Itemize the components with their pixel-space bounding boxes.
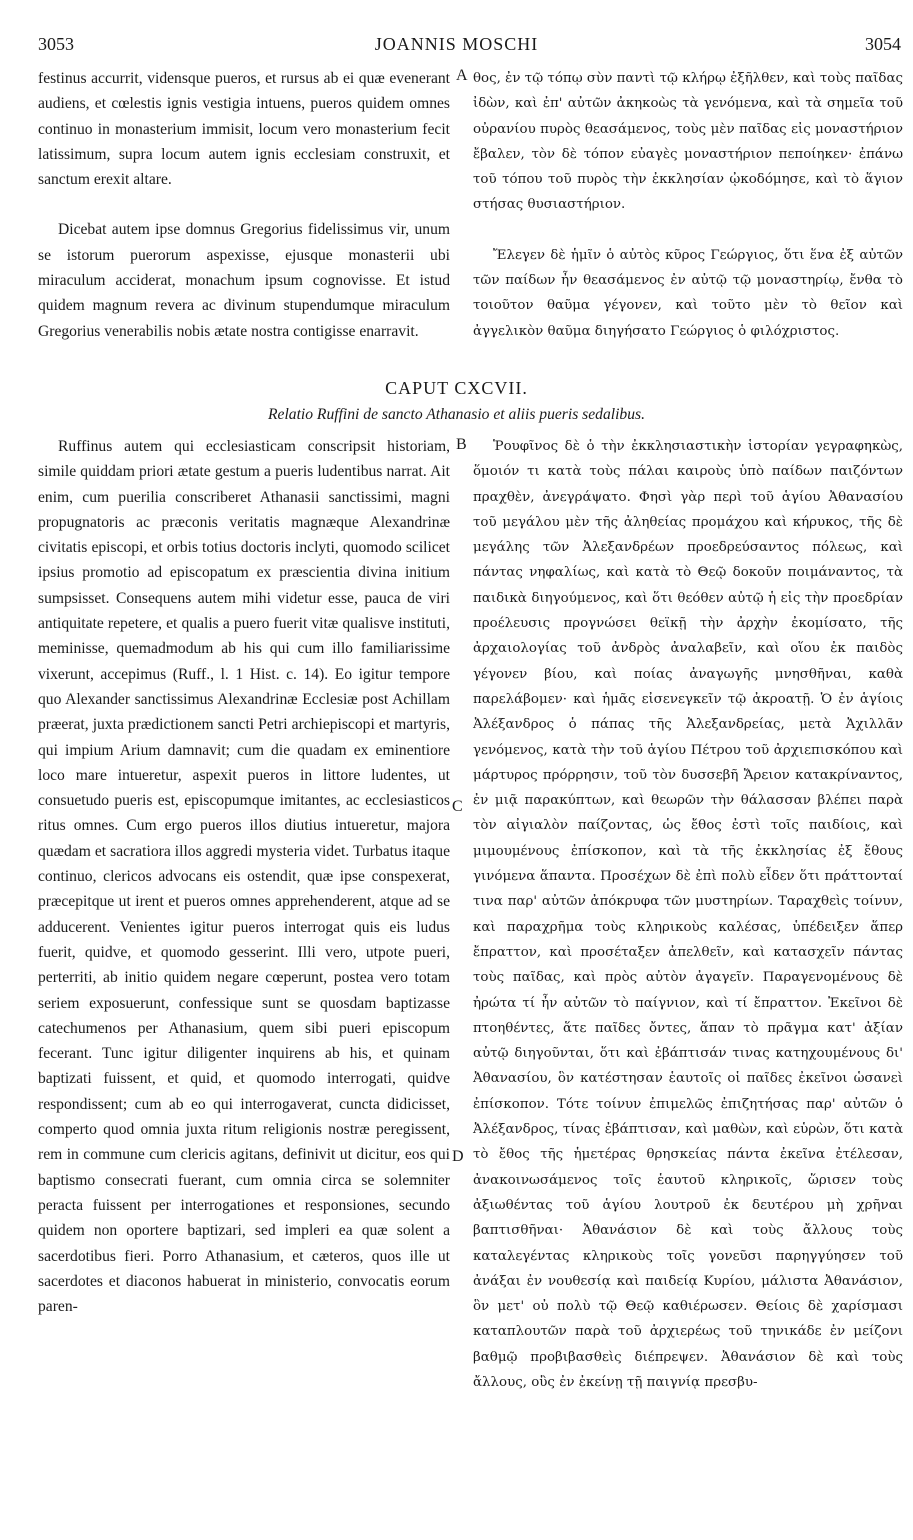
greek-column-bottom — [473, 434, 903, 1395]
chapter-title: CAPUT CXCVII. — [385, 378, 528, 398]
greek-paragraph: Ἔλεγεν δὲ ἡμῖν ὁ αὐτὸς κῦρος Γεώργιος, ὅτι ἕνα ἐξ αὐτῶν τῶν παίδων ἦν θεασάμενος ἐν αὐτῷ τῷ μοναστηρίῳ, ἔνθα τὸ τοιοῦτον θαῦμα γέγονεν, καὶ τοῦτο μὲν τὸ θεῖον καὶ ἀγγελικὸν θαῦμα διηγήσατο Γεώργιος ὁ φιλόχριστος. — [473, 247, 903, 339]
page-header — [0, 34, 913, 58]
page-number-left: 3053 — [38, 34, 74, 54]
greek-paragraph: Ῥουφῖνος δὲ ὁ τὴν ἐκκλησιαστικὴν ἱστορίαν γεγραφηκὼς, ὅμοιόν τι κατὰ τοὺς πάλαι καιροὺς ὑπὸ παίδων παιζόντων πραχθὲν, ἀνεγράψατο. Φησὶ γὰρ περὶ τοῦ ἁγίου Ἀθανασίου τοῦ μεγάλου μὲν τῆς ἀληθείας προμάχου καὶ κήρυκος, τῆς δὲ μεγάλης τῶν Ἀλεξανδρέων προεδρεύσαντος πόλεως, καὶ πάντας νηφαλίως, καὶ κατὰ τὸ Θεῷ δοκοῦν ποιμάναντος, τὰ παιδικὰ διηγούμενος, καὶ ὅτι θεόθεν αὐτῷ ἡ εἰς τὴν προεδρίαν προέλευσις προγνώσει θεϊκῇ τὴν ἀρχὴν ἐκομίσατο, τῆς ἀρχαιολογίας τοῦ ἀνδρὸς ἀναλαβεῖν, καὶ οἵου ἐκ παιδὸς γέγονεν βίου, καὶ ποίας ἀναγωγῆς μνησθῆναι, καθὰ παρελάβομεν· καὶ ἡμᾶς εἰσενεγκεῖν τῷ ἀκροατῇ. Ὁ ἐν ἁγίοις Ἀλέξανδρος ὁ πάπας τῆς Ἀλεξανδρείας, μετὰ Ἀχιλλᾶν γενόμενος, κατὰ τὴν τοῦ ἁγίου Πέτρου τοῦ ἀρχιεπισκόπου καὶ μάρτυρος πρόρρησιν, τοῦ τὸν δυσσεβῆ Ἄρειον κατακρίναντος, ἐν μιᾷ παρακύπτων, καὶ θεωρῶν τὴν θάλασσαν βλέπει παρὰ τὸν αἰγιαλὸν παίζοντας, ὡς ἔθος ἐστὶ τοῖς παιδίοις, καὶ μιμουμένους ἐπίσκοπον, καὶ τὰ τῆς ἐκκλησίας ἐξ ἔθους γινόμενα ἅπαντα. Προσέχων δὲ ἐπὶ πολὺ εἶδεν ὅτι πράττονταί τινα παρ' αὐτῶν ἀπόκρυφα τῶν μυστηρίων. Ταραχθεὶς τοίνυν, καὶ παραχρῆμα τοὺς κληρικοὺς καλέσας, ὑπέδειξεν ἅπερ ἔπραττον, καὶ προσέταξεν ἀπελθεῖν, καὶ κατασχεῖν πάντας τοὺς παῖδας, καὶ πρὸς αὐτὸν ἀγαγεῖν. Παραγενομένους δὲ ἠρώτα τί ἦν αὐτῶν τὸ παίγνιον, καὶ τί ἔπραττον. Ἐκεῖνοι δὲ πτοηθέντες, ἅτε παῖδες ὄντες, ἅπαν τὸ πρᾶγμα κατ' ἀξίαν αὐτῷ διηγοῦνται, ὅτι καὶ ἐβάπτισάν τινας κατηχουμένους δι' Ἀθανασίου, ὃν κατέστησαν ἑαυτοῖς οἱ παῖδες ἐκεῖνοι ὡσανεὶ ἐπίσκοπον. Τότε τοίνυν ἐπιμελῶς ἐπιζητήσας παρ' αὐτῶν ὁ Ἀλέξανδρος, τίνας ἐβάπτισαν, καὶ μαθὼν, καὶ εὑρὼν, ὅτι κατὰ τὸ ἔθος τῆς ἡμετέρας θρησκείας πάντα ἐκεῖνα ἐτέλεσαν, ἀνακοινωσάμενος τοῖς ἑαυτοῦ κληρικοῖς, ὥρισεν τοὺς ἀξιωθέντας τοῦ ἁγίου λουτροῦ ἐκ δευτέρου μὴ χρῆναι βαπτισθῆναι· Ἀθανάσιον δὲ καὶ τοὺς ἄλλους τοὺς καταλεγέντας κληρικοὺς τοῖς γονεῦσι παρηγγύησεν τοῦ ἀνάξαι ἐν νουθεσίᾳ καὶ παιδείᾳ Κυρίου, μάλιστα Ἀθανάσιον, ὃν μετ' οὐ πολὺ τῷ Θεῷ καθιέρωσεν. Θείοις δὲ χαρίσμασι καταπλουτῶν παρὰ τοῦ ἀρχιερέως τοῦ τηνικάδε ἐν μείζονι βαθμῷ προβιβασθεὶς διέπρεψεν. Ἀθανάσιον δὲ καὶ τοὺς ἄλλους, οὓς ἐν ἐκείνῃ τῇ παιγνίᾳ πρεσβυ- — [473, 439, 903, 1390]
latin-paragraph: Ruffinus autem qui ecclesiasticam conscripsit historiam, simile quiddam priori ætate gestum a pueris ludentibus narrat. Ait enim, cum puerilia conscriberet Athanasii sanctissimi, magni propugnatoris ac præconis veritatis magnæque Alexandrinæ civitatis episcopi, et orbis totius doctoris inclyti, quomodo scilicet ipsius promotio ad episcopatum ex præscientia divina initium sumpsisset. Consequens autem mihi videtur esse, pauca de viri antiquitate repetere, et qualis a puero fuerit vitæ qualisve instituti, meminisse, quemadmodum ab his qui cum illo familiarissime vixerunt, accepimus (Ruff., l. 1 Hist. c. 14). Eo igitur tempore quo Alexander sanctissimus Alexandrinæ Ecclesiæ post Achillam præerat, juxta prædictionem sancti Petri archiepiscopi et martyris, qui impium Arium damnavit; cum die quadam ex eminentiore loco mare intueretur, aspexit pueros in littore ludentes, ut consuetudo pueris est, episcopumque imitantes, ac ecclesiasticos ritus omnes. Cum ergo pueros illos diutius intueretur, majora quædam et sacratiora illos aggredi mysteria videt. Turbatus itaque continuo, clericos advocans eis ostendit, quæ ipse conspexerat, præcepitque ut irent et pueros omnes apprehenderent, atque ad se adducerent. Venientes igitur pueros interrogat quis eis ludus fuerit, quidve, et quomodo gesserint. Illi vero, utpote pueri, perterriti, ab initio quidem negare cœperunt, postea vero totam seriem exposuerunt, confessique sunt se quosdam baptizasse catechumenos per Athanasium, quem sibi pueri episcopum fecerant. Tunc igitur diligenter inquirens ab his, et quinam baptizati fuissent, et quid, et quomodo interrogati, quidve respondissent; cum ab eo qui interrogaverat, cuncta didicisset, comperto quod omnia juxta ritum religionis nostræ peregissent, rem in commune cum clericis agitans, definivit ut dicitur, eos qui baptismo consecrati fuerant, cum omnia circa se solemniter peracta fuissent per interrogationes et responsiones, secundo quidem non oportere baptizari, sed impleri ea quæ solent a sacerdotibus fieri. Porro Athanasium, et cæteros, quos ille ut sacerdotes et diaconos habuerat in ministerio, convocatis eorum paren- — [38, 438, 450, 1316]
chapter-subtitle: Relatio Ruffini de sancto Athanasio et aliis pueris sedalibus. — [268, 406, 645, 423]
latin-paragraph: festinus accurrit, vidensque pueros, et rursus ab ei quæ evenerant audiens, et cœlestis ignis vestigia intuens, pueros quidem omnes continuo in monasterium immisit, locum vero monasterium fecit latissimum, supra locum autem ignis ecclesiam construxit, et sanctum erexit altare. — [38, 70, 450, 189]
margin-letter-d: D — [452, 1148, 464, 1165]
greek-column-top — [473, 66, 903, 344]
margin-letter-b: B — [456, 436, 467, 453]
page-number-right: 3054 — [865, 34, 901, 54]
margin-letter-a: A — [456, 67, 468, 84]
running-title: JOANNIS MOSCHI — [374, 34, 539, 54]
latin-column-bottom — [38, 434, 450, 1319]
latin-column-top — [38, 66, 450, 344]
greek-paragraph: θος, ἐν τῷ τόπῳ σὺν παντὶ τῷ κλήρῳ ἐξῆλθεν, καὶ τοὺς παῖδας ἰδὼν, καὶ ἐπ' αὐτῶν ἀκηκοὼς τὰ γενόμενα, καὶ τὰ σημεῖα τοῦ οὐρανίου πυρὸς θεασάμενος, τοὺς μὲν παῖδας εἰς μοναστήριον ἔβαλεν, τὸν δὲ τόπον εὐαγὲς μοναστήριον πεποίηκεν· ἐπάνω τοῦ τόπου τοῦ πυρὸς τὴν ἐκκλησίαν ᾠκοδόμησε, καὶ τὸ ἅγιον στήσας θυσιαστήριον. — [473, 71, 903, 213]
latin-paragraph: Dicebat autem ipse domnus Gregorius fidelissimus vir, unum se istorum puerorum aspexisse, ejusque monasterii ubi miraculum acciderat, monachum ipsum cognovisse. Et istud quidem magnum revera ac divinum stupendumque miraculum Gregorius venerabilis nobis ætate nostra contigisse enarravit. — [38, 221, 450, 340]
margin-letter-c: C — [452, 798, 463, 815]
